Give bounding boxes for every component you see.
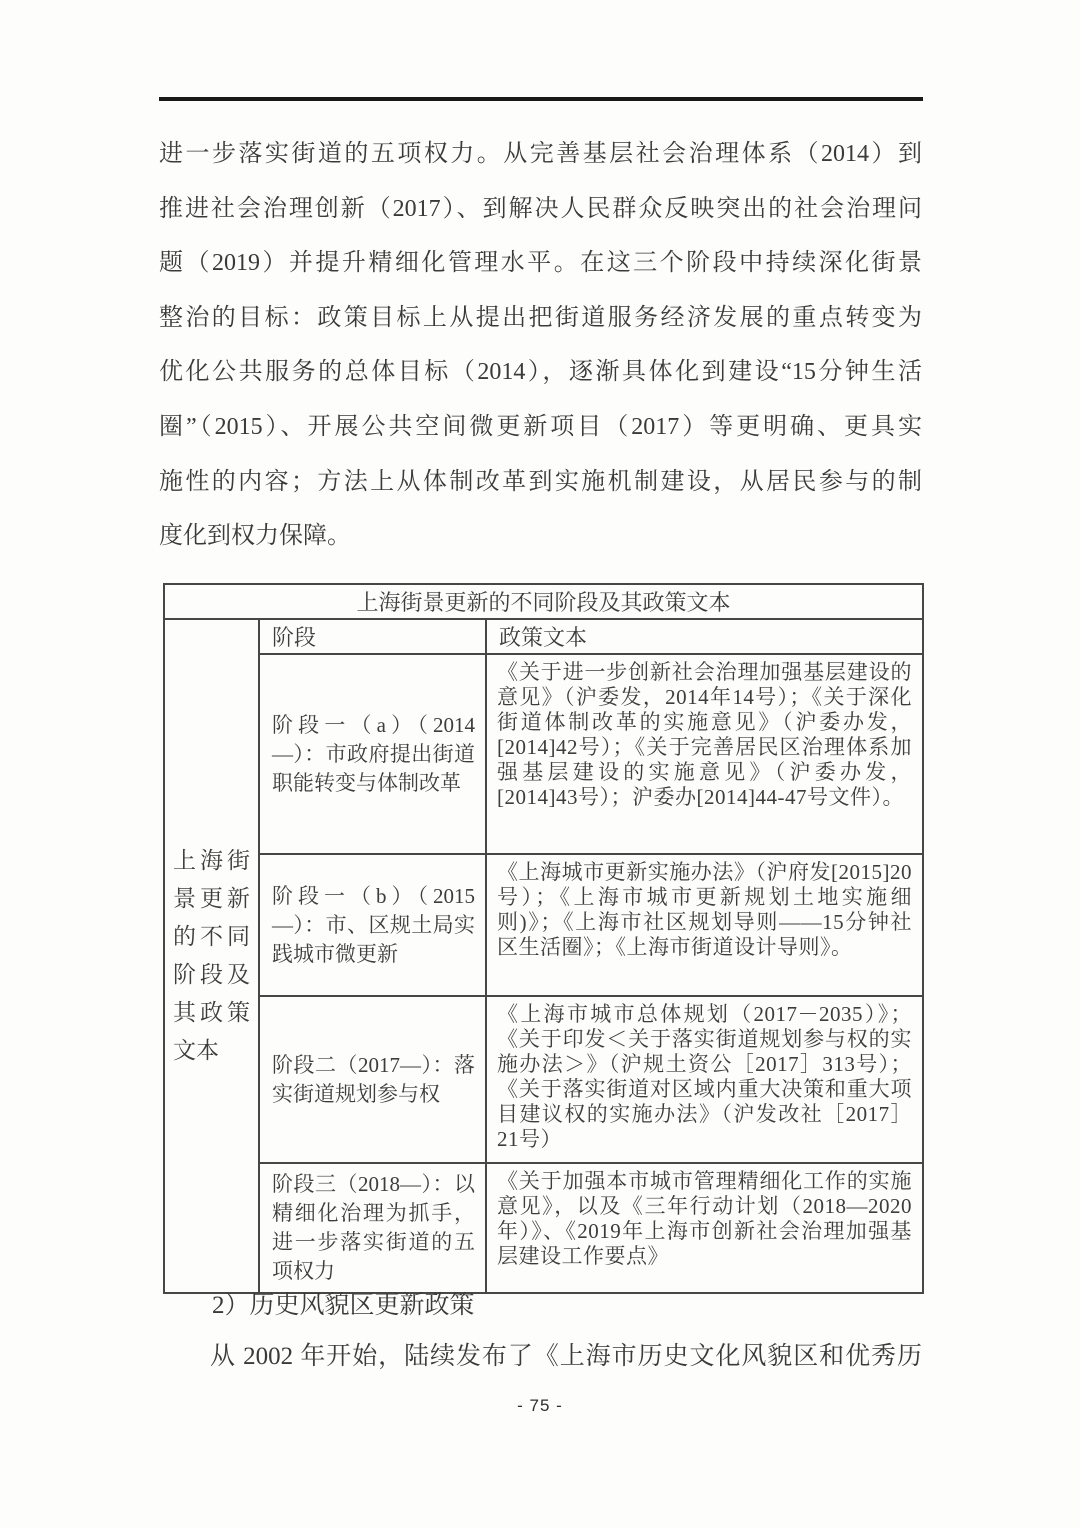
policy-cell: 《上海市城市总体规划（2017－2035）》；《关于印发＜关于落实街道规划参与权的实施办法＞》（沪规土资公［2017］313号）；《关于落实街道对区域内重大决策和重大项目建议权的实施办法》（沪发改社［2017］21号） [486,996,923,1163]
paragraph-line: 整治的目标：政策目标上从提出把街道服务经济发展的重点转变为 [159,304,922,331]
table-row [164,854,923,996]
policy-cell: 《关于加强本市城市管理精细化工作的实施意见》，以及《三年行动计划（2018—2020年）》、《2019年上海市创新社会治理加强基层建设工作要点》 [486,1163,923,1293]
header-rule [159,97,923,101]
phase-cell: 阶段二（2017—）：落实街道规划参与权 [259,996,486,1163]
column-header-policy: 政策文本 [486,619,923,654]
paragraph-line: 优化公共服务的总体目标（2014），逐渐具体化到建设“15分钟生活 [159,359,922,386]
policy-table [163,583,924,1294]
body-paragraph-2: 从 2002 年开始，陆续发布了《上海市历史文化风貌区和优秀历 [210,1343,922,1370]
table-row [164,654,923,854]
paragraph-line: 进一步落实街道的五项权力。从完善基层社会治理体系（2014）到 [159,141,922,167]
paragraph-line: 推进社会治理创新（2017）、到解决人民群众反映突出的社会治理问 [159,195,922,222]
page-number: - 75 - [517,1396,563,1415]
table-row [164,1163,923,1293]
paragraph-line: 圈”（2015）、开展公共空间微更新项目（2017）等更明确、更具实 [159,413,922,440]
table-row [164,996,923,1163]
paragraph-line: 度化到权力保障。 [159,523,351,550]
table-side-label: 上海街景更新的不同阶段及其政策文本 [164,619,259,1293]
column-header-phase: 阶段 [259,619,486,654]
policy-cell: 《上海城市更新实施办法》（沪府发[2015]20号）；《上海市城市更新规划土地实施细则)》；《上海市社区规划导则——15分钟社区生活圈》；《上海市街道设计导则》。 [486,854,923,996]
paragraph-line: 施性的内容；方法上从体制改革到实施机制建设，从居民参与的制 [159,468,922,495]
table-title-row [164,584,923,619]
phase-cell: 阶段一（a）（2014—）：市政府提出街道职能转变与体制改革 [259,654,486,854]
policy-cell: 《关于进一步创新社会治理加强基层建设的意见》（沪委发，2014年14号）；《关于深化街道体制改革的实施意见》（沪委办发，[2014]42号）；《关于完善居民区治理体系加强基层建设的实施意见》（沪委办发，[2014]43号）；沪委办[2014]44-47号文件）。 [486,654,923,854]
table-header-row [164,619,923,654]
phase-cell: 阶段一（b）（2015—）：市、区规土局实践城市微更新 [259,854,486,996]
paragraph-line: 题（2019）并提升精细化管理水平。在这三个阶段中持续深化街景 [159,250,922,277]
table-title: 上海街景更新的不同阶段及其政策文本 [164,584,923,619]
section-heading: 2）历史风貌区更新政策 [212,1292,475,1319]
phase-cell: 阶段三（2018—）：以精细化治理为抓手，进一步落实街道的五项权力 [259,1163,486,1293]
body-paragraph [159,127,922,564]
